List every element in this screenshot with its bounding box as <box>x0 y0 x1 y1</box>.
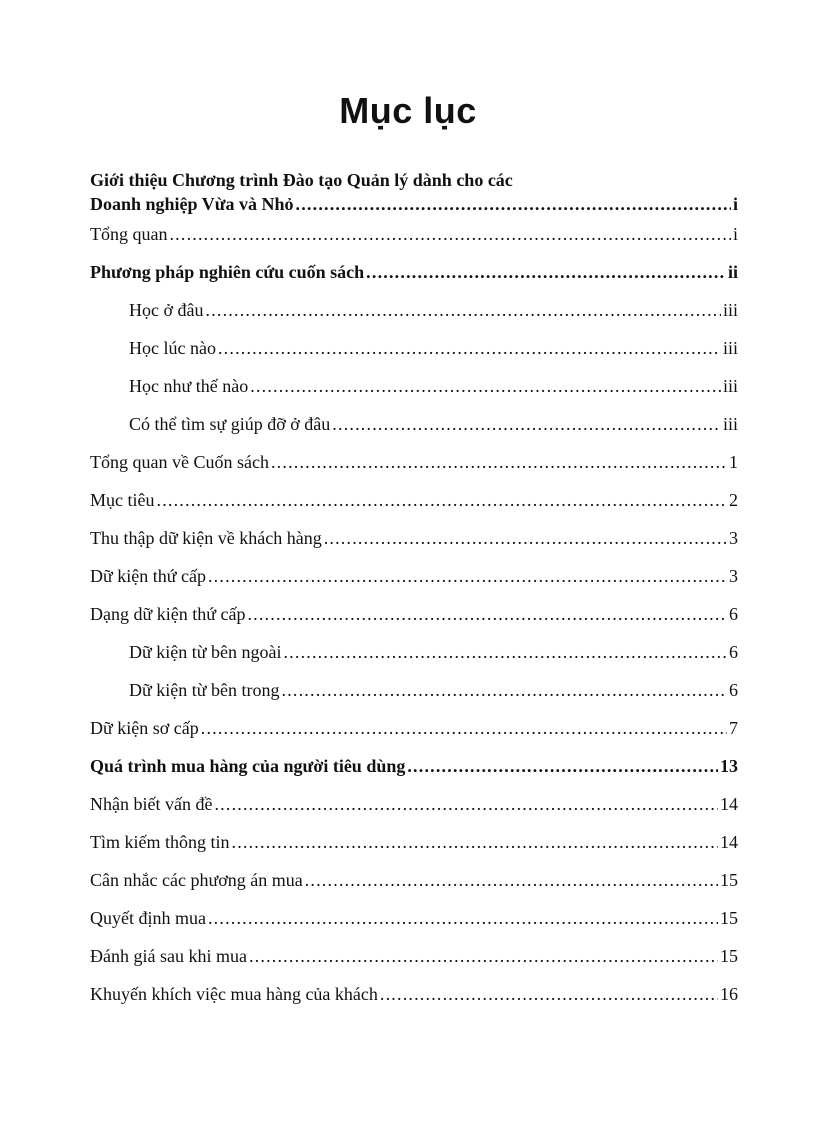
toc-entry <box>90 944 738 982</box>
toc-entry <box>90 412 738 450</box>
toc-entry-title: Tìm kiếm thông tin <box>90 832 230 852</box>
dot-leader <box>366 260 726 284</box>
toc-page-number: i <box>732 194 738 214</box>
toc-entry-title: Học lúc nào <box>129 338 216 358</box>
toc-page-number: 2 <box>729 490 738 510</box>
toc-entry <box>90 716 738 754</box>
toc-page-number: iii <box>722 376 738 396</box>
toc-entry <box>90 602 738 640</box>
dot-leader <box>332 412 721 436</box>
toc-page-number: 16 <box>720 984 738 1004</box>
toc-entry <box>90 526 738 564</box>
toc-page-number: iii <box>722 300 738 320</box>
toc-page-number: iii <box>722 414 738 434</box>
dot-leader <box>206 298 721 322</box>
toc-entry-title: Dữ kiện thứ cấp <box>90 566 206 586</box>
toc-page-number: 15 <box>720 908 738 928</box>
dot-leader <box>407 754 718 778</box>
toc-entry <box>90 982 738 1020</box>
toc-page-number: 7 <box>729 718 738 738</box>
dot-leader <box>271 450 727 474</box>
toc-page-number: i <box>732 224 738 244</box>
toc-page-number: 15 <box>720 946 738 966</box>
toc-page-number: 1 <box>729 452 738 472</box>
toc-entry <box>90 830 738 868</box>
toc-entry-title: Dữ kiện từ bên ngoài <box>129 642 282 662</box>
dot-leader <box>157 488 728 512</box>
toc-entry-title: Quá trình mua hàng của người tiêu dùng <box>90 756 406 776</box>
toc-entry <box>90 488 738 526</box>
toc-entry <box>90 336 738 374</box>
toc-page-number: ii <box>727 262 738 282</box>
toc-entry <box>90 640 738 678</box>
toc-entry <box>90 450 738 488</box>
toc-page-number: 6 <box>729 642 738 662</box>
toc-entry-title: Học ở đâu <box>129 300 204 320</box>
toc-entry <box>90 868 738 906</box>
toc-entry-title: Dữ kiện từ bên trong <box>129 680 280 700</box>
toc-entry-title: Quyết định mua <box>90 908 206 928</box>
toc-entry-title: Dạng dữ kiện thứ cấp <box>90 604 246 624</box>
toc-entry-title-line1: Giới thiệu Chương trình Đào tạo Quản lý dành cho các <box>90 170 513 190</box>
toc-page-number: 3 <box>729 528 738 548</box>
dot-leader <box>169 222 731 246</box>
toc-page-number: 6 <box>729 604 738 624</box>
toc-entry <box>90 792 738 830</box>
dot-leader <box>218 336 721 360</box>
dot-leader <box>208 564 727 588</box>
toc-page-number: 14 <box>720 794 738 814</box>
dot-leader <box>296 192 731 216</box>
dot-leader <box>380 982 718 1006</box>
toc-entry <box>90 906 738 944</box>
dot-leader <box>250 374 721 398</box>
toc-page-number: 14 <box>720 832 738 852</box>
dot-leader <box>201 716 727 740</box>
dot-leader <box>214 792 718 816</box>
toc-entry <box>90 678 738 716</box>
toc-page-number: 15 <box>720 870 738 890</box>
toc-entry <box>90 754 738 792</box>
toc-entry-title: Phương pháp nghiên cứu cuốn sách <box>90 262 365 282</box>
toc-entry-title: Dữ kiện sơ cấp <box>90 718 199 738</box>
dot-leader <box>208 906 718 930</box>
toc-entry <box>90 564 738 602</box>
toc-entry <box>90 298 738 336</box>
toc-entry-title: Nhận biết vấn đề <box>90 794 213 814</box>
toc-entry <box>90 374 738 412</box>
toc-entry-title: Khuyến khích việc mua hàng của khách <box>90 984 378 1004</box>
dot-leader <box>247 602 727 626</box>
toc-entry-title: Học như thế nào <box>129 376 249 396</box>
toc-entry <box>90 222 738 260</box>
toc-entry-title: Mục tiêu <box>90 490 155 510</box>
dot-leader <box>249 944 718 968</box>
toc-entry <box>90 168 738 222</box>
toc-page-number: 13 <box>720 756 738 776</box>
dot-leader <box>283 640 727 664</box>
page-title: Mục lục <box>339 90 477 131</box>
dot-leader <box>232 830 719 854</box>
toc-entry-title: Tổng quan về Cuốn sách <box>90 452 269 472</box>
dot-leader <box>305 868 718 892</box>
dot-leader <box>282 678 728 702</box>
toc-entry-title: Thu thập dữ kiện về khách hàng <box>90 528 322 548</box>
toc-entry-title: Cân nhắc các phương án mua <box>90 870 303 890</box>
toc-entry-title: Tổng quan <box>90 224 168 244</box>
toc-entry-title: Doanh nghiệp Vừa và Nhỏ <box>90 194 294 214</box>
toc-entry-title: Có thể tìm sự giúp đỡ ở đâu <box>129 414 331 434</box>
toc-entry <box>90 260 738 298</box>
toc-page-number: 6 <box>729 680 738 700</box>
table-of-contents <box>90 168 738 1020</box>
toc-page-number: iii <box>722 338 738 358</box>
toc-entry-title: Đánh giá sau khi mua <box>90 946 247 966</box>
dot-leader <box>324 526 727 550</box>
toc-page-number: 3 <box>729 566 738 586</box>
